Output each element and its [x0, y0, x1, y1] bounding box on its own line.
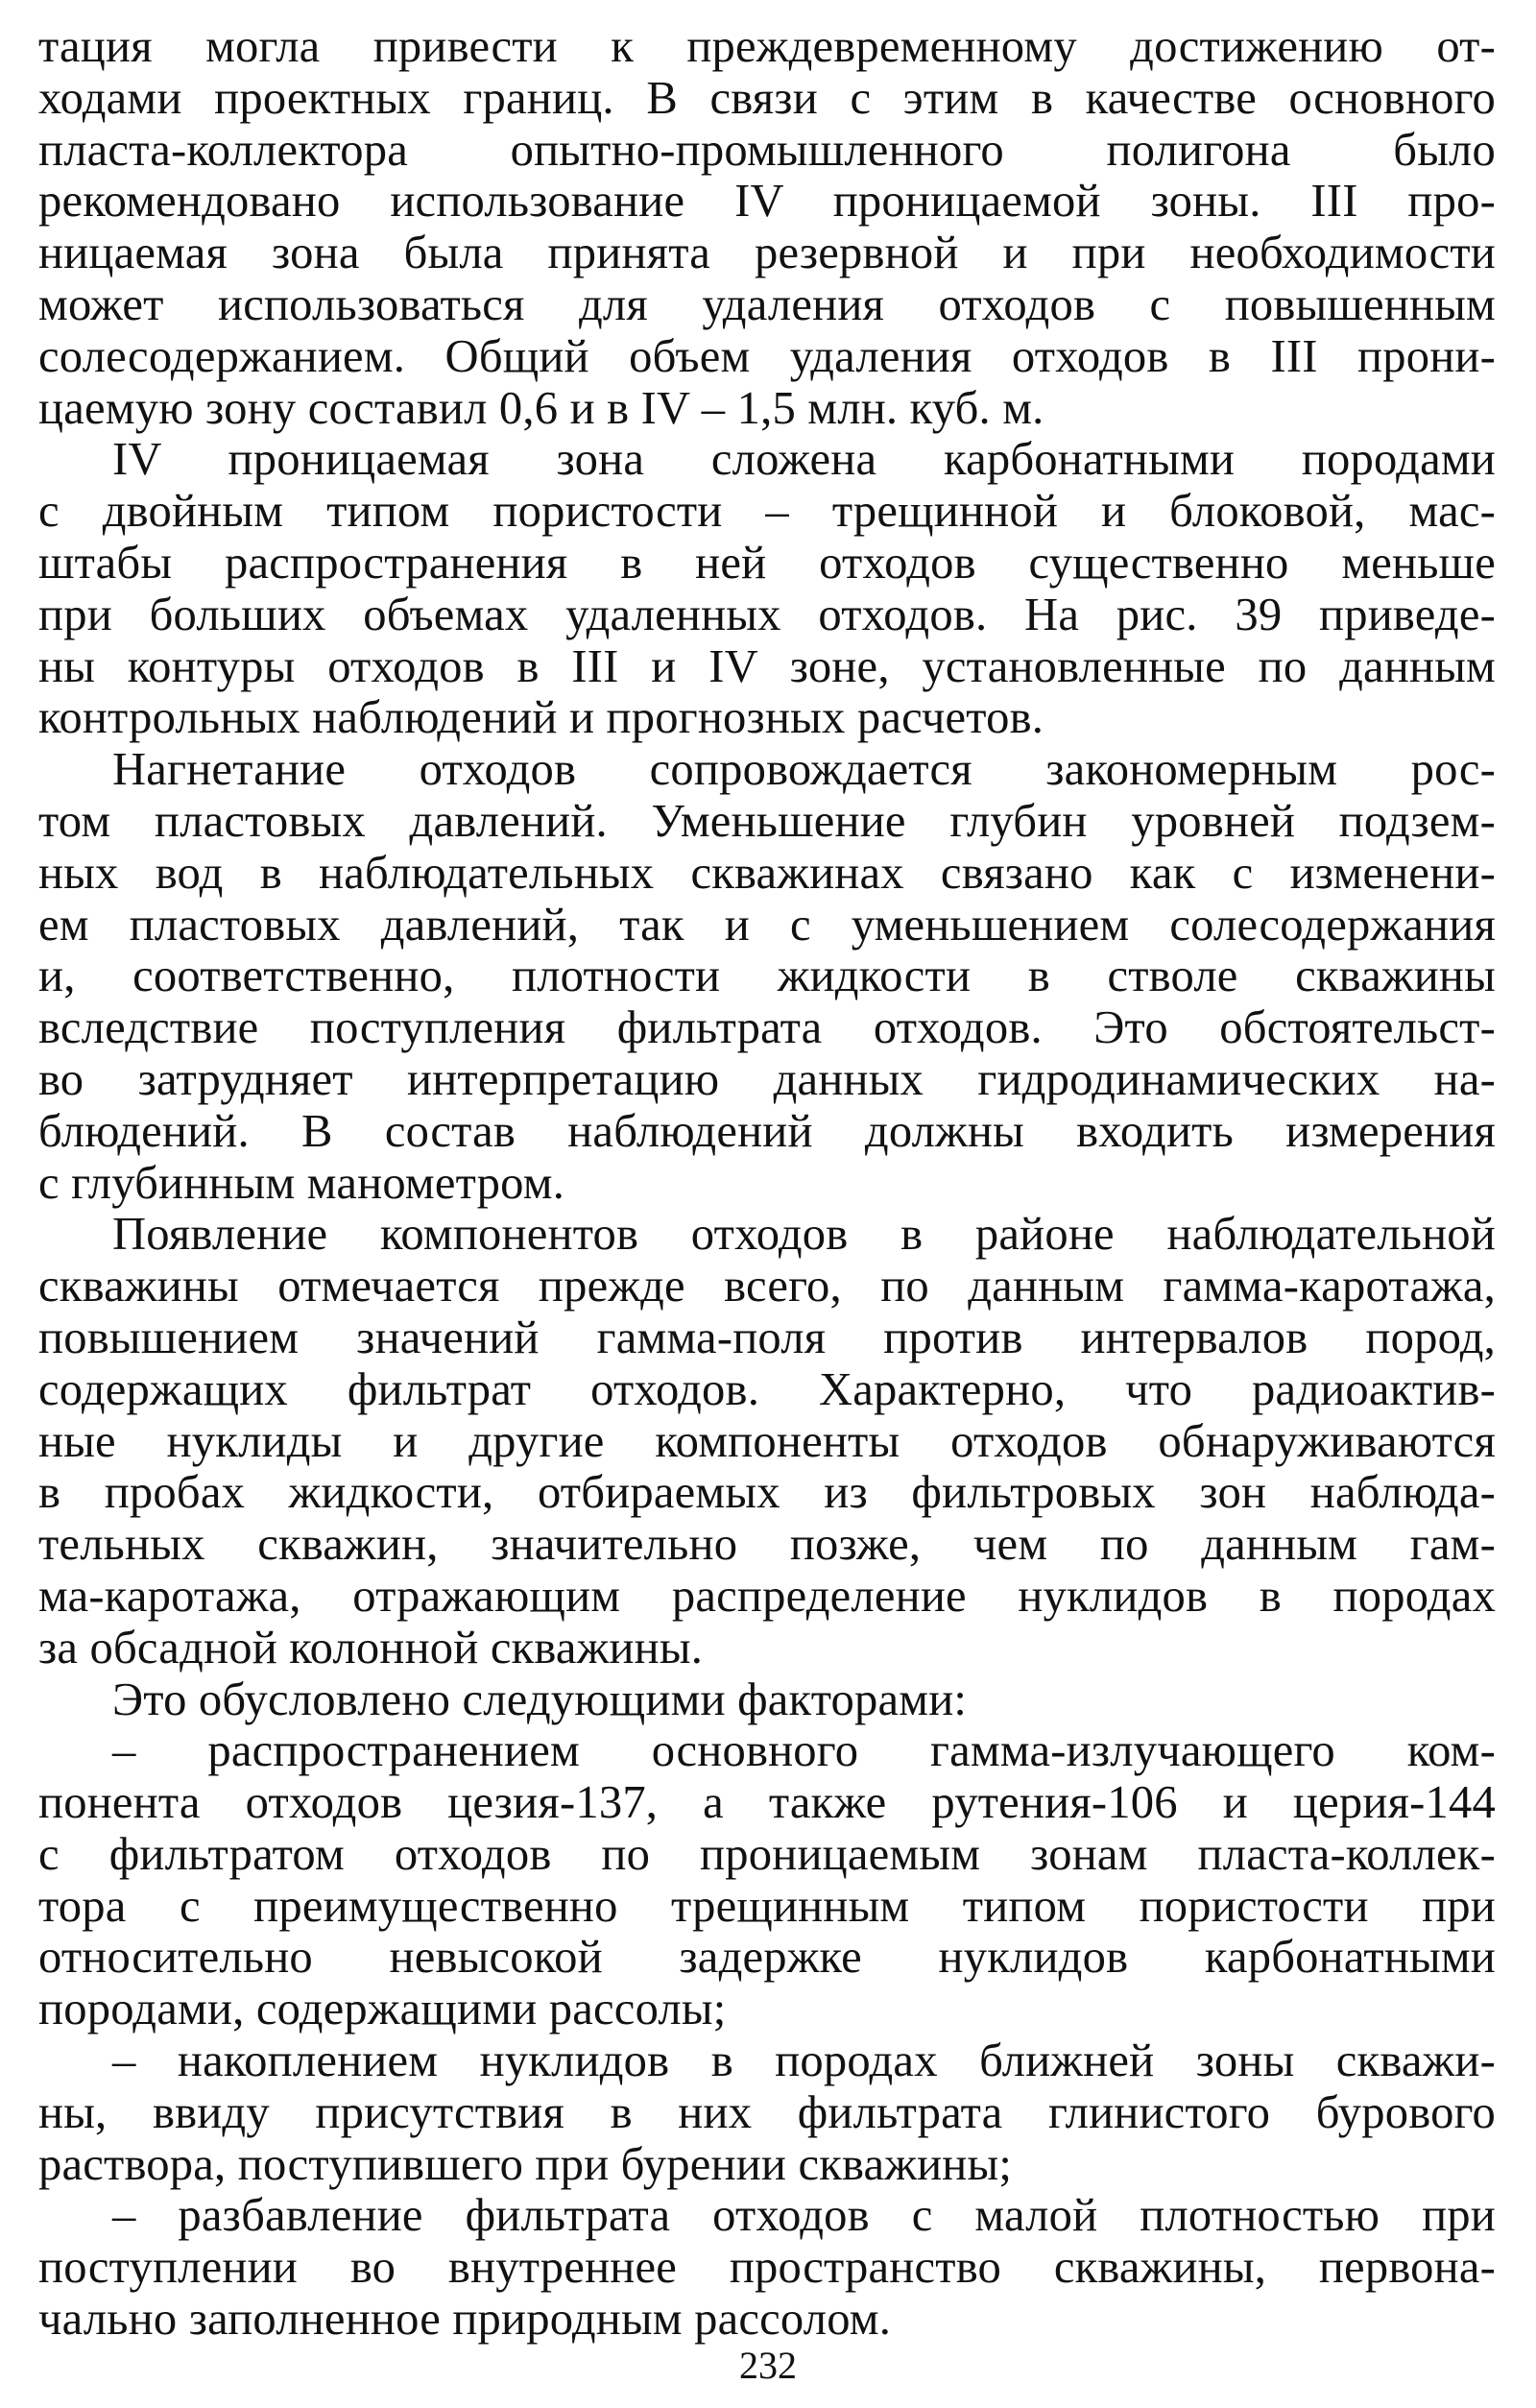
text-line: содержащих фильтрат отходов. Характерно, что радиоактив-: [38, 1362, 1496, 1415]
text-line: IV проницаемая зона сложена карбонатными породами: [112, 433, 1496, 486]
text-line: во затрудняет интерпретацию данных гидродинамических на-: [38, 1052, 1496, 1105]
text-line: тация могла привести к преждевременному достижению от-: [38, 20, 1496, 72]
text-line: повышением значений гамма-поля против интервалов пород,: [38, 1311, 1496, 1363]
text-line: цаемую зону составил 0,6 и в IV – 1,5 млн. куб. м.: [38, 381, 1044, 434]
text-line: ны, ввиду присутствия в них фильтрата глинистого бурового: [38, 2085, 1496, 2138]
text-line: – распространением основного гамма-излучающего ком-: [112, 1724, 1496, 1777]
text-line: ные нуклиды и другие компоненты отходов обнаруживаются: [38, 1414, 1496, 1467]
text-line: при больших объемах удаленных отходов. На рис. 39 приведе-: [38, 588, 1496, 640]
text-line: ходами проектных границ. В связи с этим в качестве основного: [38, 71, 1496, 124]
text-line: том пластовых давлений. Уменьшение глубин уровней подзем-: [38, 794, 1496, 847]
text-line: чально заполненное природным рассолом.: [38, 2293, 892, 2346]
text-line: породами, содержащими рассолы;: [38, 1983, 727, 2035]
text-line: с глубинным манометром.: [38, 1156, 565, 1209]
text-line: может использоваться для удаления отходов с повышенным: [38, 277, 1496, 330]
text-line: ницаемая зона была принята резервной и при необходимости: [38, 227, 1496, 279]
text-line: штабы распространения в ней отходов существенно меньше: [38, 536, 1496, 589]
text-line: рекомендовано использование IV проницаемой зоны. III про-: [38, 175, 1496, 228]
text-line: ны контуры отходов в III и IV зоне, установленные по данным: [38, 639, 1496, 692]
text-line: солесодержанием. Общий объем удаления отходов в III прони-: [38, 329, 1496, 382]
text-line: Это обусловлено следующими факторами:: [112, 1673, 968, 1725]
text-line: поступлении во внутреннее пространство скважины, первона-: [38, 2241, 1496, 2294]
text-line: скважины отмечается прежде всего, по данным гамма-каротажа,: [38, 1260, 1496, 1312]
text-line: с двойным типом пористости – трещинной и блоковой, мас-: [38, 485, 1496, 538]
text-line: блюдений. В состав наблюдений должны входить измерения: [38, 1104, 1496, 1157]
text-line: и, соответственно, плотности жидкости в стволе скважины: [38, 950, 1496, 1002]
text-line: ма-каротажа, отражающим распределение нуклидов в породах: [38, 1569, 1496, 1622]
text-line: – накоплением нуклидов в породах ближней зоны скважи-: [112, 2035, 1496, 2087]
text-line: вследствие поступления фильтрата отходов. Это обстоятельст-: [38, 1001, 1496, 1054]
text-line: Появление компонентов отходов в районе наблюдательной: [112, 1208, 1496, 1261]
text-line: тора с преимущественно трещинным типом пористости при: [38, 1879, 1496, 1932]
page-number: 232: [739, 2344, 797, 2387]
text-line: относительно невысокой задержке нуклидов карбонатными: [38, 1931, 1496, 1984]
text-line: Нагнетание отходов сопровождается закономерным рос-: [112, 743, 1496, 796]
text-line: с фильтратом отходов по проницаемым зонам пласта-коллек-: [38, 1827, 1496, 1880]
page-body-text: [38, 21, 1496, 2346]
text-line: тельных скважин, значительно позже, чем по данным гам-: [38, 1518, 1496, 1571]
text-line: ных вод в наблюдательных скважинах связано как с изменени-: [38, 846, 1496, 899]
text-line: – разбавление фильтрата отходов с малой плотностью при: [112, 2189, 1496, 2242]
text-line: пласта-коллектора опытно-промышленного полигона было: [38, 123, 1496, 176]
text-line: в пробах жидкости, отбираемых из фильтровых зон наблюда-: [38, 1466, 1496, 1519]
text-line: контрольных наблюдений и прогнозных расчетов.: [38, 691, 1044, 744]
text-line: понента отходов цезия-137, а также рутения-106 и церия-144: [38, 1776, 1496, 1829]
text-line: ем пластовых давлений, так и с уменьшением солесодержания: [38, 898, 1496, 951]
text-line: за обсадной колонной скважины.: [38, 1621, 704, 1674]
text-line: раствора, поступившего при бурении скважины;: [38, 2137, 1013, 2190]
